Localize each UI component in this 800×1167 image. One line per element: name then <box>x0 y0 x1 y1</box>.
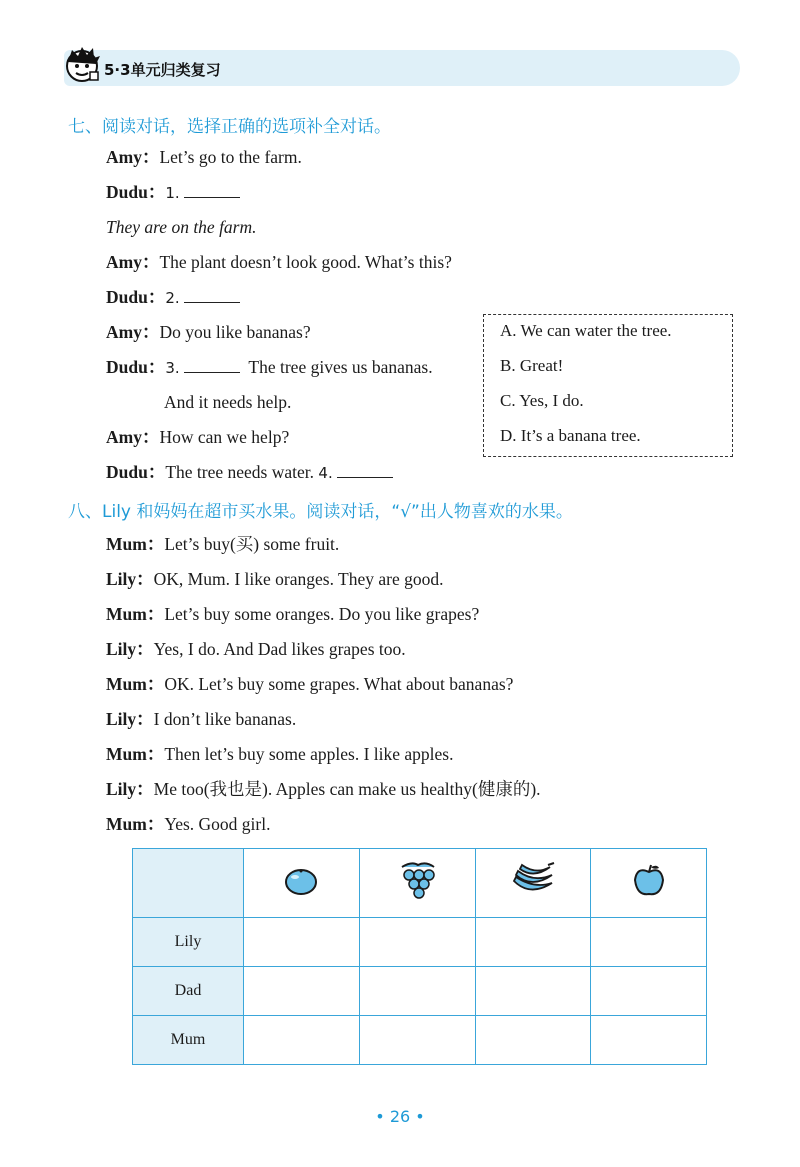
line-text: How can we help? <box>159 427 290 447</box>
check-cell[interactable] <box>244 918 360 967</box>
dialogue-line <box>106 603 479 625</box>
speaker: Lily： <box>106 569 154 589</box>
dialogue-line <box>106 356 433 379</box>
fruit-header-banana <box>475 849 591 918</box>
fruit-header-orange <box>244 849 360 918</box>
question-number: 3. <box>165 359 180 377</box>
check-cell[interactable] <box>591 1016 707 1065</box>
mascot-icon <box>60 42 108 90</box>
line-text: They are on the farm. <box>106 217 257 237</box>
fruit-header-apple <box>591 849 707 918</box>
answer-blank-3[interactable] <box>184 356 240 373</box>
dialogue-line <box>106 321 311 343</box>
speaker: Dudu： <box>106 182 166 202</box>
dialogue-line <box>106 146 302 168</box>
speaker: Lily： <box>106 779 154 799</box>
speaker: Mum： <box>106 744 165 764</box>
check-cell[interactable] <box>591 967 707 1016</box>
line-text: Yes. Good girl. <box>164 814 271 834</box>
speaker: Mum： <box>106 534 165 554</box>
dialogue-line <box>106 568 443 590</box>
dialogue-line <box>106 743 454 765</box>
check-cell[interactable] <box>475 918 591 967</box>
line-text: Do you like bananas? <box>159 322 311 342</box>
speaker: Lily： <box>106 709 154 729</box>
speaker: Dudu： <box>106 462 166 482</box>
row-label-dad: Dad <box>133 967 244 1016</box>
question-number: 1. <box>165 184 180 202</box>
question-number: 2. <box>165 289 180 307</box>
dialogue-line <box>106 813 270 835</box>
speaker: Dudu： <box>106 357 166 377</box>
speaker: Amy： <box>106 252 160 272</box>
line-text: The tree needs water. <box>165 462 315 482</box>
line-text: Yes, I do. And Dad likes grapes too. <box>153 639 406 659</box>
dialogue-line <box>106 216 257 238</box>
dialogue-line <box>106 708 296 730</box>
line-text: Then let’s buy some apples. I like apples. <box>164 744 454 764</box>
check-cell[interactable] <box>359 1016 475 1065</box>
unit-title: 5·3单元归类复习 <box>104 61 221 79</box>
check-cell[interactable] <box>591 918 707 967</box>
line-text: Me too(我也是). Apples can make us healthy(健康的). <box>153 779 541 799</box>
speaker: Lily： <box>106 639 154 659</box>
speaker: Mum： <box>106 604 165 624</box>
row-label-mum: Mum <box>133 1016 244 1065</box>
option-b: B. Great! <box>500 356 564 375</box>
dialogue-line <box>106 286 240 309</box>
check-cell[interactable] <box>475 1016 591 1065</box>
grapes-icon <box>392 859 442 903</box>
row-label-lily: Lily <box>133 918 244 967</box>
speaker: Mum： <box>106 814 165 834</box>
line-text: I don’t like bananas. <box>153 709 297 729</box>
page-number: • 26 • <box>375 1107 425 1126</box>
dialogue-line <box>164 391 291 413</box>
check-cell[interactable] <box>359 967 475 1016</box>
line-text: The plant doesn’t look good. What’s this? <box>159 252 452 272</box>
dialogue-line <box>106 778 541 800</box>
option-a: A. We can water the tree. <box>500 321 672 340</box>
banana-icon <box>508 861 558 901</box>
line-text: OK. Let’s buy some grapes. What about bananas? <box>164 674 514 694</box>
dialogue-line <box>106 673 513 695</box>
dialogue-line <box>106 181 240 204</box>
dialogue-line <box>106 251 452 273</box>
section7-title: 七、阅读对话，选择正确的选项补全对话。 <box>68 117 391 137</box>
option-c: C. Yes, I do. <box>500 391 584 410</box>
check-cell[interactable] <box>244 967 360 1016</box>
speaker: Amy： <box>106 147 160 167</box>
line-text: The tree gives us bananas. <box>248 357 433 377</box>
line-text: Let’s buy(买) some fruit. <box>164 534 340 554</box>
line-text: And it needs help. <box>164 392 292 412</box>
apple-icon <box>629 862 669 900</box>
section8-title: 八、Lily 和妈妈在超市买水果。阅读对话，“√”出人物喜欢的水果。 <box>68 502 573 522</box>
dialogue-line <box>106 533 339 555</box>
check-cell[interactable] <box>359 918 475 967</box>
line-text: Let’s go to the farm. <box>159 147 302 167</box>
dialogue-line <box>106 638 406 660</box>
check-cell[interactable] <box>475 967 591 1016</box>
speaker: Amy： <box>106 427 160 447</box>
dialogue-line <box>106 426 289 448</box>
speaker: Amy： <box>106 322 160 342</box>
check-cell[interactable] <box>244 1016 360 1065</box>
line-text: OK, Mum. I like oranges. They are good. <box>153 569 444 589</box>
speaker: Mum： <box>106 674 165 694</box>
answer-blank-4[interactable] <box>337 461 393 478</box>
table-corner <box>133 849 244 918</box>
fruit-header-grapes <box>359 849 475 918</box>
dialogue-line <box>106 461 393 484</box>
options-box <box>483 314 733 457</box>
option-d: D. It’s a banana tree. <box>500 426 641 445</box>
question-number: 4. <box>318 464 333 482</box>
answer-blank-2[interactable] <box>184 286 240 303</box>
line-text: Let’s buy some oranges. Do you like grapes? <box>164 604 480 624</box>
fruit-table <box>132 848 707 1065</box>
orange-icon <box>281 864 321 898</box>
answer-blank-1[interactable] <box>184 181 240 198</box>
speaker: Dudu： <box>106 287 166 307</box>
